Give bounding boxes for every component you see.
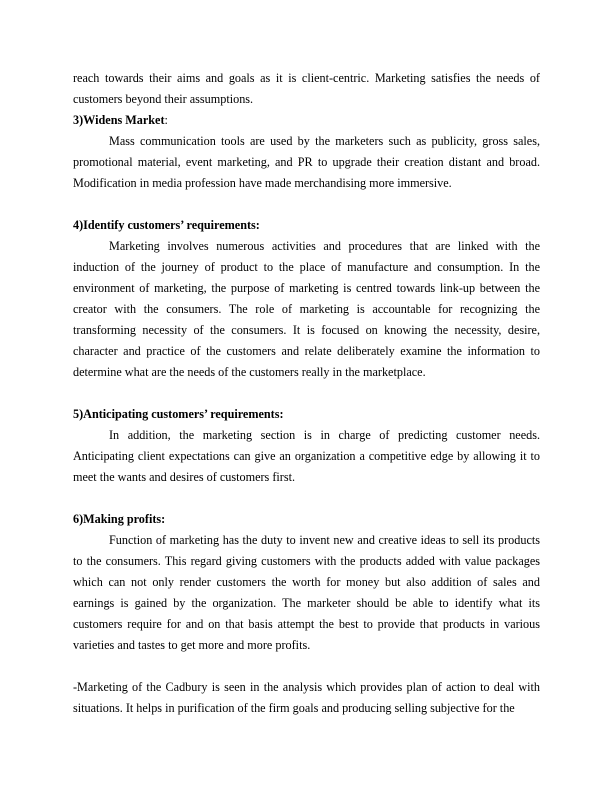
section-body-making-profits: Function of marketing has the duty to invent new and creative ideas to sell its products to the consumers. This regard giving customers with the products added with value packages which can not only render customers the worth for money but also addition of sales and earnings is gained by the organization. The marketer should be able to identify what its customers require for and on that basis attempt the best to provide that products in various varieties and tastes to get more and more profits. [73, 533, 540, 652]
section-body-widens-market: Mass communication tools are used by the marketers such as publicity, gross sales, promotional material, event marketing, and PR to upgrade their creation distant and broad. Modification in media profession have made merchandising more immersive. [73, 134, 540, 190]
intro-paragraph: reach towards their aims and goals as it is client-centric. Marketing satisfies the needs of customers beyond their assumptions. [73, 71, 540, 106]
section-heading-identify-requirements: 4)Identify customers’ requirements: [73, 218, 260, 232]
section-heading-text: 3)Widens Market [73, 113, 165, 127]
section-heading-widens-market [73, 110, 540, 131]
section-heading-anticipating-requirements: 5)Anticipating customers’ requirements: [73, 407, 284, 421]
paragraph-spacer [73, 656, 540, 677]
paragraph-spacer [73, 194, 540, 215]
section-body-anticipating-requirements: In addition, the marketing section is in charge of predicting customer needs. Anticipating client expectations can give an organization a competitive edge by allowing it to meet the wants and desires of customers first. [73, 428, 540, 484]
section-heading-colon: : [164, 113, 168, 127]
paragraph-spacer [73, 488, 540, 509]
closing-paragraph: -Marketing of the Cadbury is seen in the analysis which provides plan of action to deal with situations. It helps in purification of the firm goals and producing selling subjective for the [73, 680, 540, 715]
section-heading-making-profits: 6)Making profits: [73, 512, 166, 526]
document-page [73, 68, 540, 719]
section-body-identify-requirements: Marketing involves numerous activities and procedures that are linked with the induction of the journey of product to the place of manufacture and consumption. In the environment of marketing, the purpose of marketing is centred towards link-up between the creator with the consumers. The role of marketing is accountable for recognizing the transforming necessity of the consumers. It is focused on knowing the necessity, desire, character and practice of the customers and relate deliberately examine the information to determine what are the needs of the customers really in the marketplace. [73, 239, 540, 379]
paragraph-spacer [73, 383, 540, 404]
